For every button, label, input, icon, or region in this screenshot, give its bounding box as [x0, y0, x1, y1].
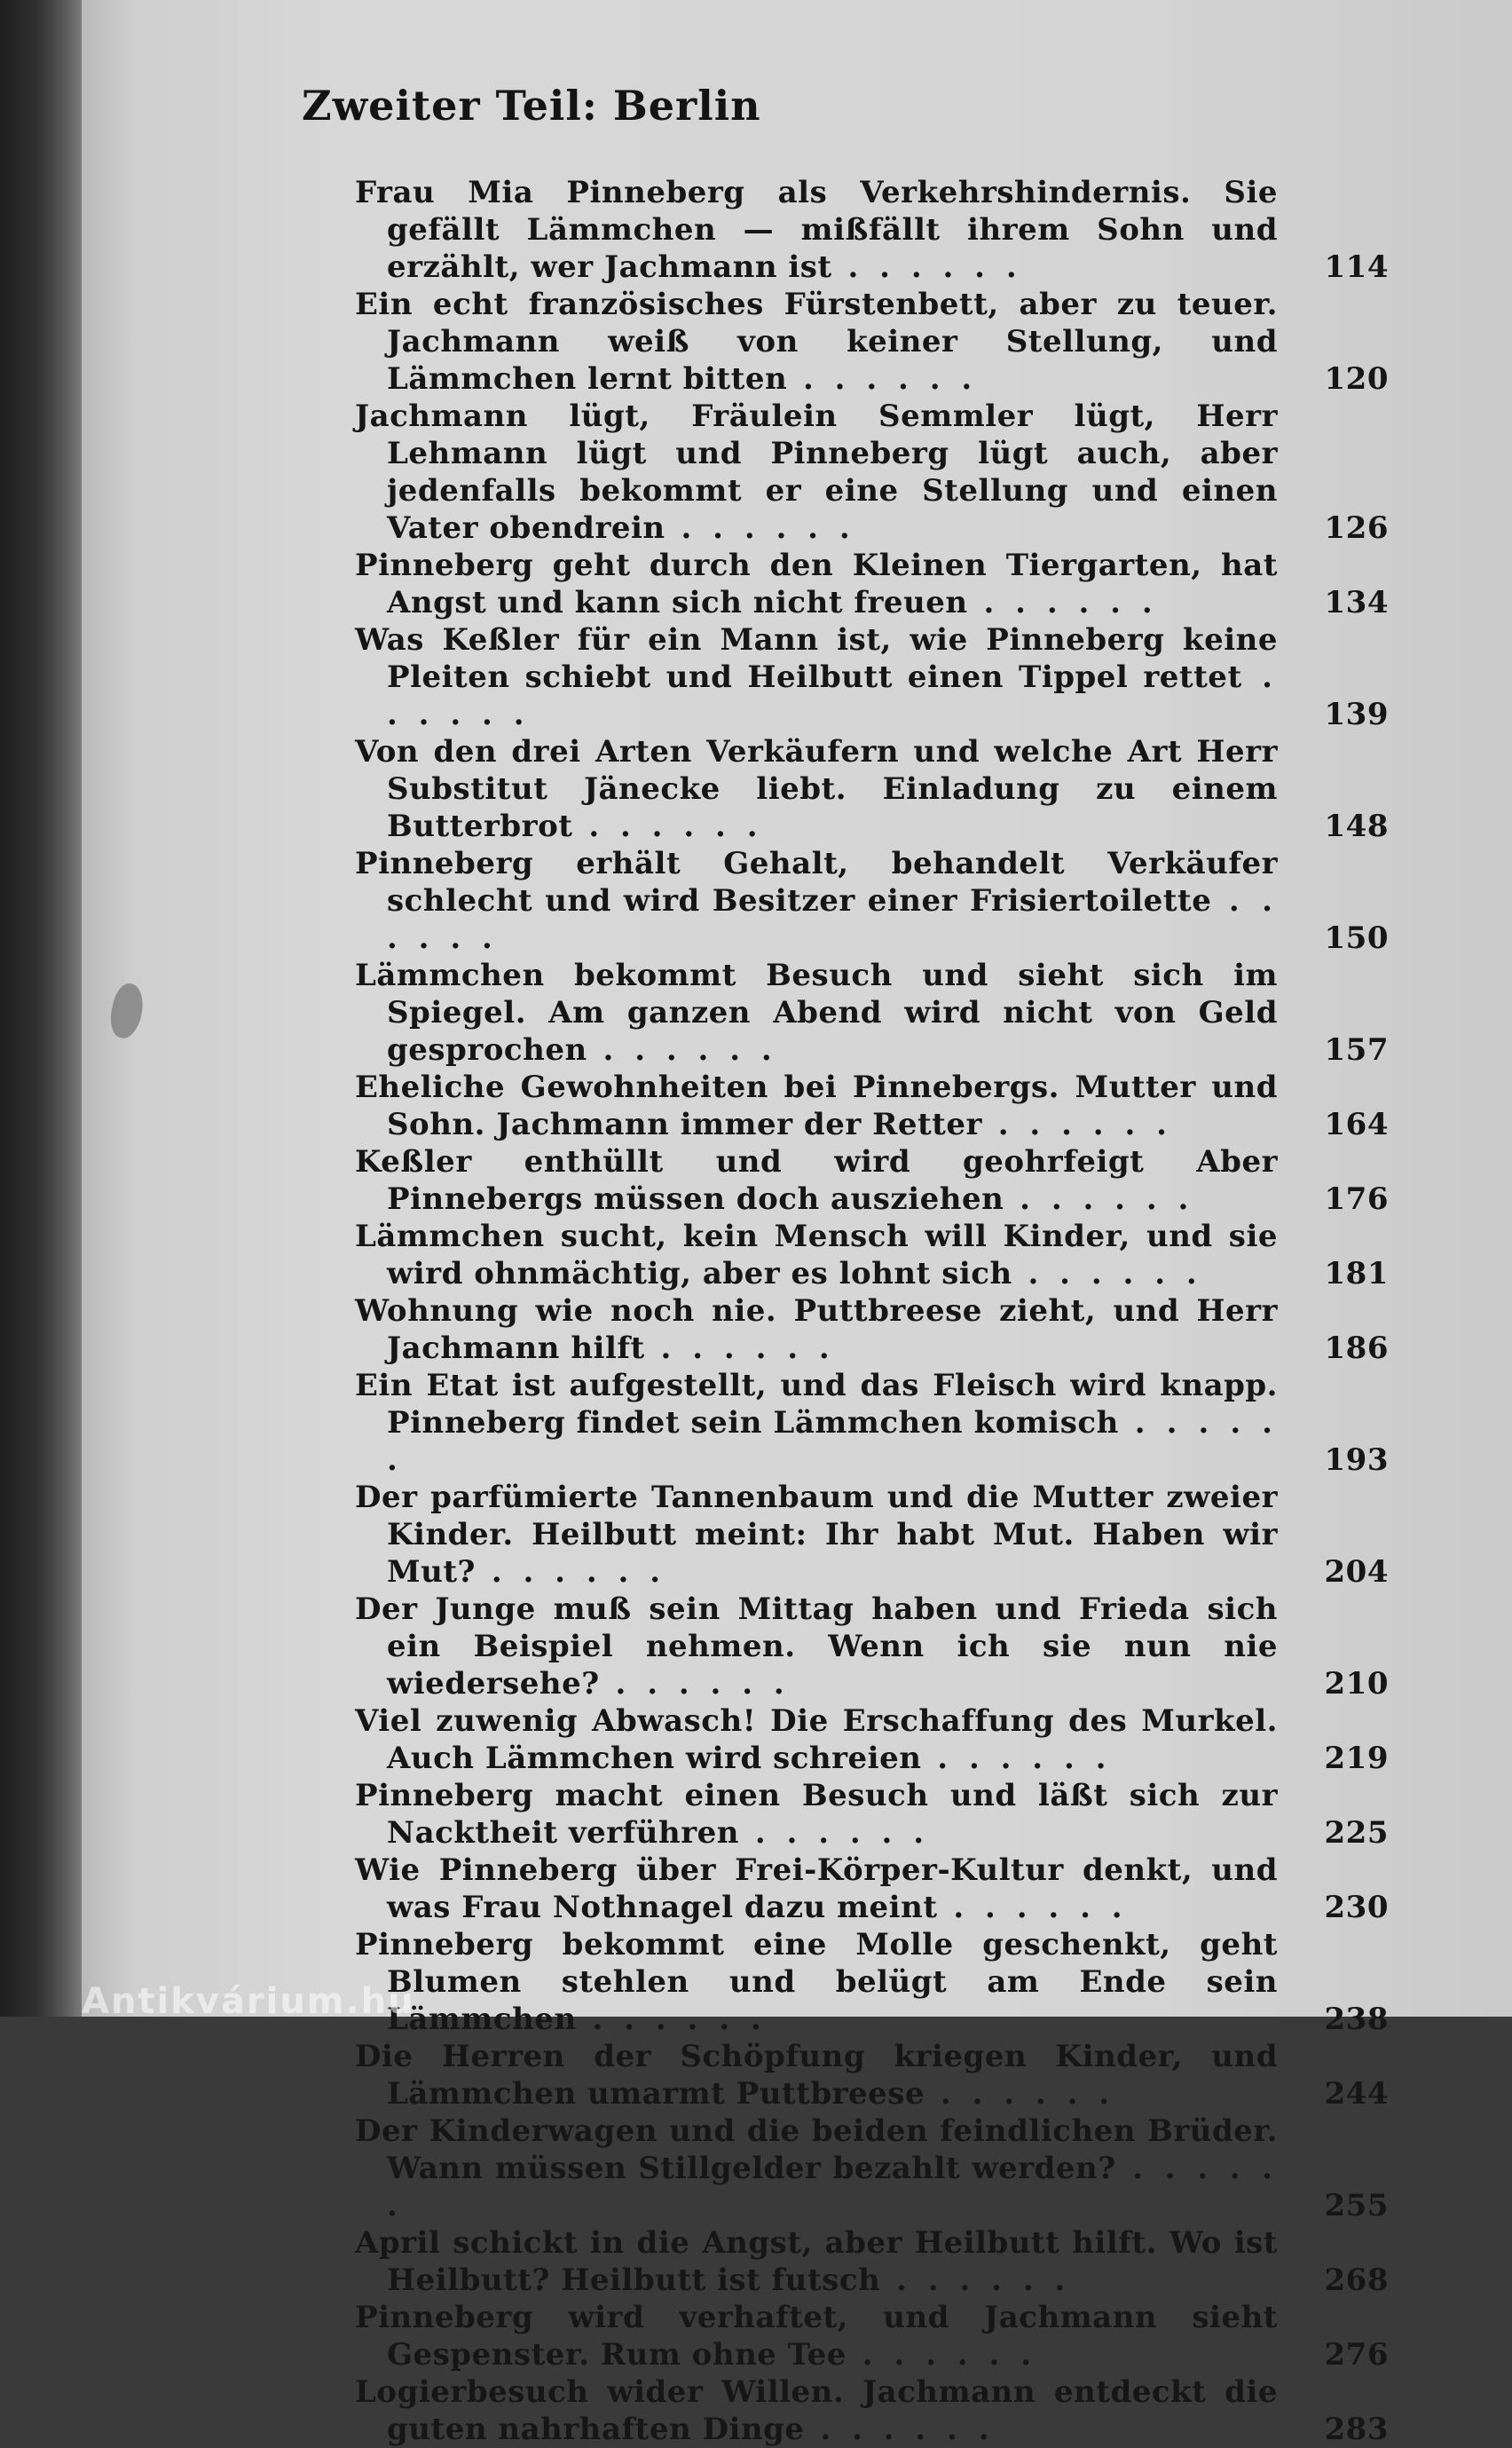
- toc-entry-title: Pinneberg geht durch den Kleinen Tiergarten, hat Angst und kann sich nicht freuen: [355, 548, 1278, 620]
- toc-entry: [355, 1292, 1389, 1367]
- toc-entry-page-number: 193: [1324, 1442, 1389, 1478]
- toc-entry-title: Viel zuwenig Abwasch! Die Erschaffung des Murkel. Auch Lämmchen wird schreien: [355, 1703, 1278, 1776]
- toc-entry: [355, 1367, 1389, 1479]
- dot-leader: . . . . . .: [387, 2151, 1279, 2223]
- dot-leader: . . . . . .: [387, 1405, 1278, 1478]
- toc-entry-title: Die Herren der Schöpfung kriegen Kinder, und Lämmchen umarmt Puttbreese: [355, 2039, 1278, 2112]
- toc-entry-page-number: 150: [1324, 920, 1389, 956]
- dot-leader: . . . . . .: [1012, 1256, 1202, 1291]
- watermark: Antikvárium.hu: [82, 1981, 415, 2022]
- toc-entry: [355, 1218, 1389, 1292]
- toc-entry-title: Pinneberg macht einen Besuch und läßt sich zur Nacktheit verführen: [355, 1778, 1278, 1851]
- toc-entry-page-number: 238: [1324, 2002, 1389, 2037]
- toc-entry: [355, 621, 1389, 733]
- toc-entry-page-number: 230: [1324, 1890, 1389, 1925]
- toc-entry-title: Pinneberg erhält Gehalt, behandelt Verkäufer schlecht und wird Besitzer einer Frisiertoilette: [355, 846, 1278, 919]
- dot-leader: . . . . . .: [831, 249, 1022, 285]
- toc-entry-page-number: 157: [1324, 1032, 1389, 1068]
- toc-entry: [355, 2112, 1389, 2224]
- toc-entry: [355, 547, 1389, 621]
- dot-leader: . . . . . .: [665, 510, 855, 546]
- dot-leader: . . . . . .: [937, 1890, 1128, 1925]
- toc-entry: [355, 2038, 1389, 2112]
- toc-entry: [355, 2299, 1389, 2373]
- toc-entry-title: Ein Etat ist aufgestellt, und das Fleisch wird knapp. Pinneberg findet sein Lämmchen komisch: [355, 1368, 1278, 1441]
- toc-entry-title: Pinneberg wird verhaftet, und Jachmann sieht Gespenster. Rum ohne Tee: [355, 2300, 1278, 2373]
- dot-leader: . . . . . .: [576, 2002, 767, 2037]
- dot-leader: . . . . . .: [787, 361, 978, 397]
- dot-leader: . . . . . .: [739, 1815, 930, 1851]
- toc-entry-page-number: 283: [1324, 2412, 1389, 2447]
- dot-leader: . . . . . .: [981, 1107, 1172, 1142]
- section-heading: Zweiter Teil: Berlin: [302, 82, 761, 130]
- toc-entry-page-number: 244: [1324, 2076, 1389, 2112]
- toc-entry-title: Eheliche Gewohnheiten bei Pinnebergs. Mutter und Sohn. Jachmann immer der Retter: [355, 1070, 1278, 1142]
- toc-entry: [355, 845, 1389, 957]
- toc-entry-title: Lämmchen sucht, kein Mensch will Kinder, und sie wird ohnmächtig, aber es lohnt sich: [355, 1219, 1278, 1291]
- toc-entry-title: Logierbesuch wider Willen. Jachmann entdeckt die guten nahrhaften Dinge: [355, 2374, 1278, 2447]
- toc-entry-page-number: 176: [1324, 1181, 1389, 1217]
- toc-entry: [355, 2224, 1389, 2299]
- toc-entry-page-number: 210: [1324, 1666, 1389, 1702]
- dot-leader: . . . . . .: [572, 809, 763, 844]
- book-spine: [0, 0, 82, 2017]
- toc-entry: [355, 733, 1389, 845]
- toc-entry-title: Ein echt französisches Fürstenbett, aber zu teuer. Jachmann weiß von keiner Stellung, und Lämmchen lernt bitten: [355, 287, 1278, 397]
- dot-leader: . . . . . .: [475, 1554, 666, 1590]
- dot-leader: . . . . . .: [644, 1331, 835, 1366]
- dot-leader: . . . . . .: [846, 2337, 1036, 2373]
- toc-entry-page-number: 276: [1324, 2337, 1389, 2373]
- toc-entry-title: Lämmchen bekommt Besuch und sieht sich im Spiegel. Am ganzen Abend wird nicht von Geld gesprochen: [355, 958, 1278, 1068]
- toc-entry: [355, 1069, 1389, 1143]
- toc-entry-page-number: 255: [1324, 2188, 1389, 2223]
- toc-entry-page-number: 134: [1324, 585, 1389, 620]
- toc-entry-page-number: 219: [1324, 1741, 1389, 1776]
- dot-leader: . . . . . .: [925, 2076, 1115, 2112]
- dot-leader: . . . . . .: [387, 883, 1278, 956]
- toc-entry-page-number: 120: [1324, 361, 1389, 397]
- toc-entry-title: Keßler enthüllt und wird geohrfeigt Aber Pinnebergs müssen doch ausziehen: [355, 1144, 1278, 1217]
- dot-leader: . . . . . .: [967, 585, 1158, 620]
- toc-entry-title: Pinneberg bekommt eine Molle geschenkt, geht Blumen stehlen und belügt am Ende sein Lämmchen: [355, 1927, 1278, 2037]
- toc-entry-title: April schickt in die Angst, aber Heilbutt hilft. Wo ist Heilbutt? Heilbutt ist futsch: [355, 2225, 1278, 2298]
- toc-entry: [355, 1926, 1389, 2038]
- toc-entry-page-number: 139: [1324, 697, 1389, 732]
- toc-entry-page-number: 148: [1324, 809, 1389, 844]
- toc-entry-title: Frau Mia Pinneberg als Verkehrshindernis. Sie gefällt Lämmchen — mißfällt ihrem Sohn und erzählt, wer Jachmann ist: [355, 175, 1278, 285]
- toc-entry-page-number: 186: [1324, 1331, 1389, 1366]
- toc-entry-page-number: 114: [1324, 249, 1389, 285]
- toc-entry: [355, 286, 1389, 398]
- toc-entry-page-number: 268: [1324, 2262, 1389, 2298]
- toc-entry-title: Von den drei Arten Verkäufern und welche Art Herr Substitut Jänecke liebt. Einladung zu einem Butterbrot: [355, 734, 1278, 844]
- toc-entry-page-number: 164: [1324, 1107, 1389, 1142]
- dot-leader: . . . . . .: [1004, 1181, 1194, 1217]
- toc-entry-title: Der parfümierte Tannenbaum und die Mutter zweier Kinder. Heilbutt meint: Ihr habt Mut. Haben wir Mut?: [355, 1480, 1278, 1590]
- toc-entry-title: Der Kinderwagen und die beiden feindlichen Brüder. Wann müssen Stillgelder bezahlt werden?: [355, 2113, 1278, 2186]
- toc-entry: [355, 1702, 1389, 1777]
- toc-entry: [355, 174, 1389, 286]
- toc-entry-title: Wie Pinneberg über Frei-Körper-Kultur denkt, und was Frau Nothnagel dazu meint: [355, 1852, 1278, 1925]
- toc-entry-page-number: 181: [1324, 1256, 1389, 1291]
- dot-leader: . . . . . .: [880, 2262, 1071, 2298]
- toc-entry-page-number: 225: [1324, 1815, 1389, 1851]
- page-smudge: [106, 981, 147, 1041]
- toc-entry-page-number: 204: [1324, 1554, 1389, 1590]
- toc-entry: [355, 398, 1389, 547]
- book-page: [82, 0, 1512, 2447]
- toc-entry: [355, 2373, 1389, 2448]
- dot-leader: . . . . . .: [599, 1666, 790, 1702]
- toc-entry-title: Der Junge muß sein Mittag haben und Frieda sich ein Beispiel nehmen. Wenn ich sie nun nie wiedersehe?: [355, 1591, 1278, 1702]
- toc-entry: [355, 1777, 1389, 1852]
- toc-entry: [355, 1479, 1389, 1591]
- dot-leader: . . . . . .: [804, 2412, 995, 2447]
- toc-entry: [355, 1591, 1389, 1702]
- toc-entry-title: Jachmann lügt, Fräulein Semmler lügt, Herr Lehmann lügt und Pinneberg lügt auch, aber jedenfalls bekommt er eine Stellung und einen Vater obendrein: [355, 399, 1278, 546]
- dot-leader: . . . . . .: [387, 659, 1278, 732]
- toc-entry: [355, 1143, 1389, 1218]
- toc-entry: [355, 1852, 1389, 1926]
- toc-entry-page-number: 126: [1324, 510, 1389, 546]
- dot-leader: . . . . . .: [587, 1032, 777, 1068]
- table-of-contents: [355, 174, 1389, 2448]
- toc-entry-title: Wohnung wie noch nie. Puttbreese zieht, und Herr Jachmann hilft: [355, 1293, 1278, 1366]
- dot-leader: . . . . . .: [921, 1741, 1112, 1776]
- toc-entry-title: Was Keßler für ein Mann ist, wie Pinneberg keine Pleiten schiebt und Heilbutt einen Tippel rettet: [355, 622, 1278, 695]
- toc-entry: [355, 957, 1389, 1069]
